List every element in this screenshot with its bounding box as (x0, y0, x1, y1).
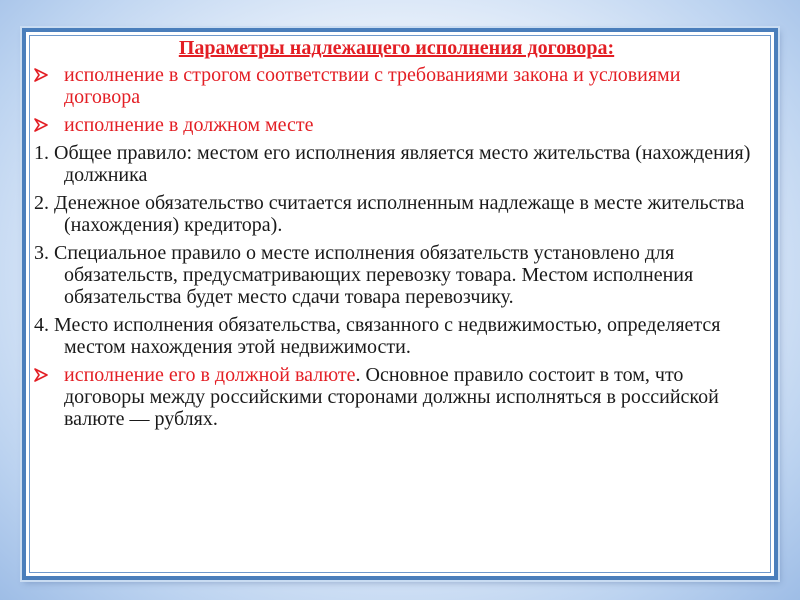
slide-frame (22, 28, 778, 580)
arrow-bullet-icon (34, 364, 54, 386)
list-item-text: . Основное правило состоит в том, что договоры между российскими сторонами должны исполняться в российской валюте — рублях. (64, 364, 719, 430)
arrow-bullet-icon (34, 64, 54, 86)
list-item-bullet-1 (34, 64, 759, 108)
list-item-red-text: исполнение его в должной валюте (64, 364, 356, 386)
list-item-numbered-3: 3. Специальное правило о месте исполнения обязательств установлено для обязательств, предусматривающих перевозку товара. Местом исполнения обязательства будет место сдачи товара перевозчику. (34, 242, 694, 308)
list-item-bullet-3 (34, 364, 759, 430)
slide-content (34, 36, 759, 436)
list-item-red-text: исполнение в строгом соответствии с требованиями закона и условиями договора (64, 64, 681, 108)
list-item-numbered-1: 1. Общее правило: местом его исполнения является место жительства (нахождения) должника (34, 142, 751, 186)
list-item-numbered-2: 2. Денежное обязательство считается исполненным надлежаще в месте жительства (нахождения) кредитора). (34, 192, 745, 236)
list-item-bullet-2 (34, 114, 759, 136)
list-item-red-text: исполнение в должном месте (64, 114, 314, 136)
arrow-bullet-icon (34, 114, 54, 136)
list-item-numbered-4: 4. Место исполнения обязательства, связанного с недвижимостью, определяется местом нахождения этой недвижимости. (34, 314, 721, 358)
slide-title: Параметры надлежащего исполнения договора: (178, 37, 615, 59)
